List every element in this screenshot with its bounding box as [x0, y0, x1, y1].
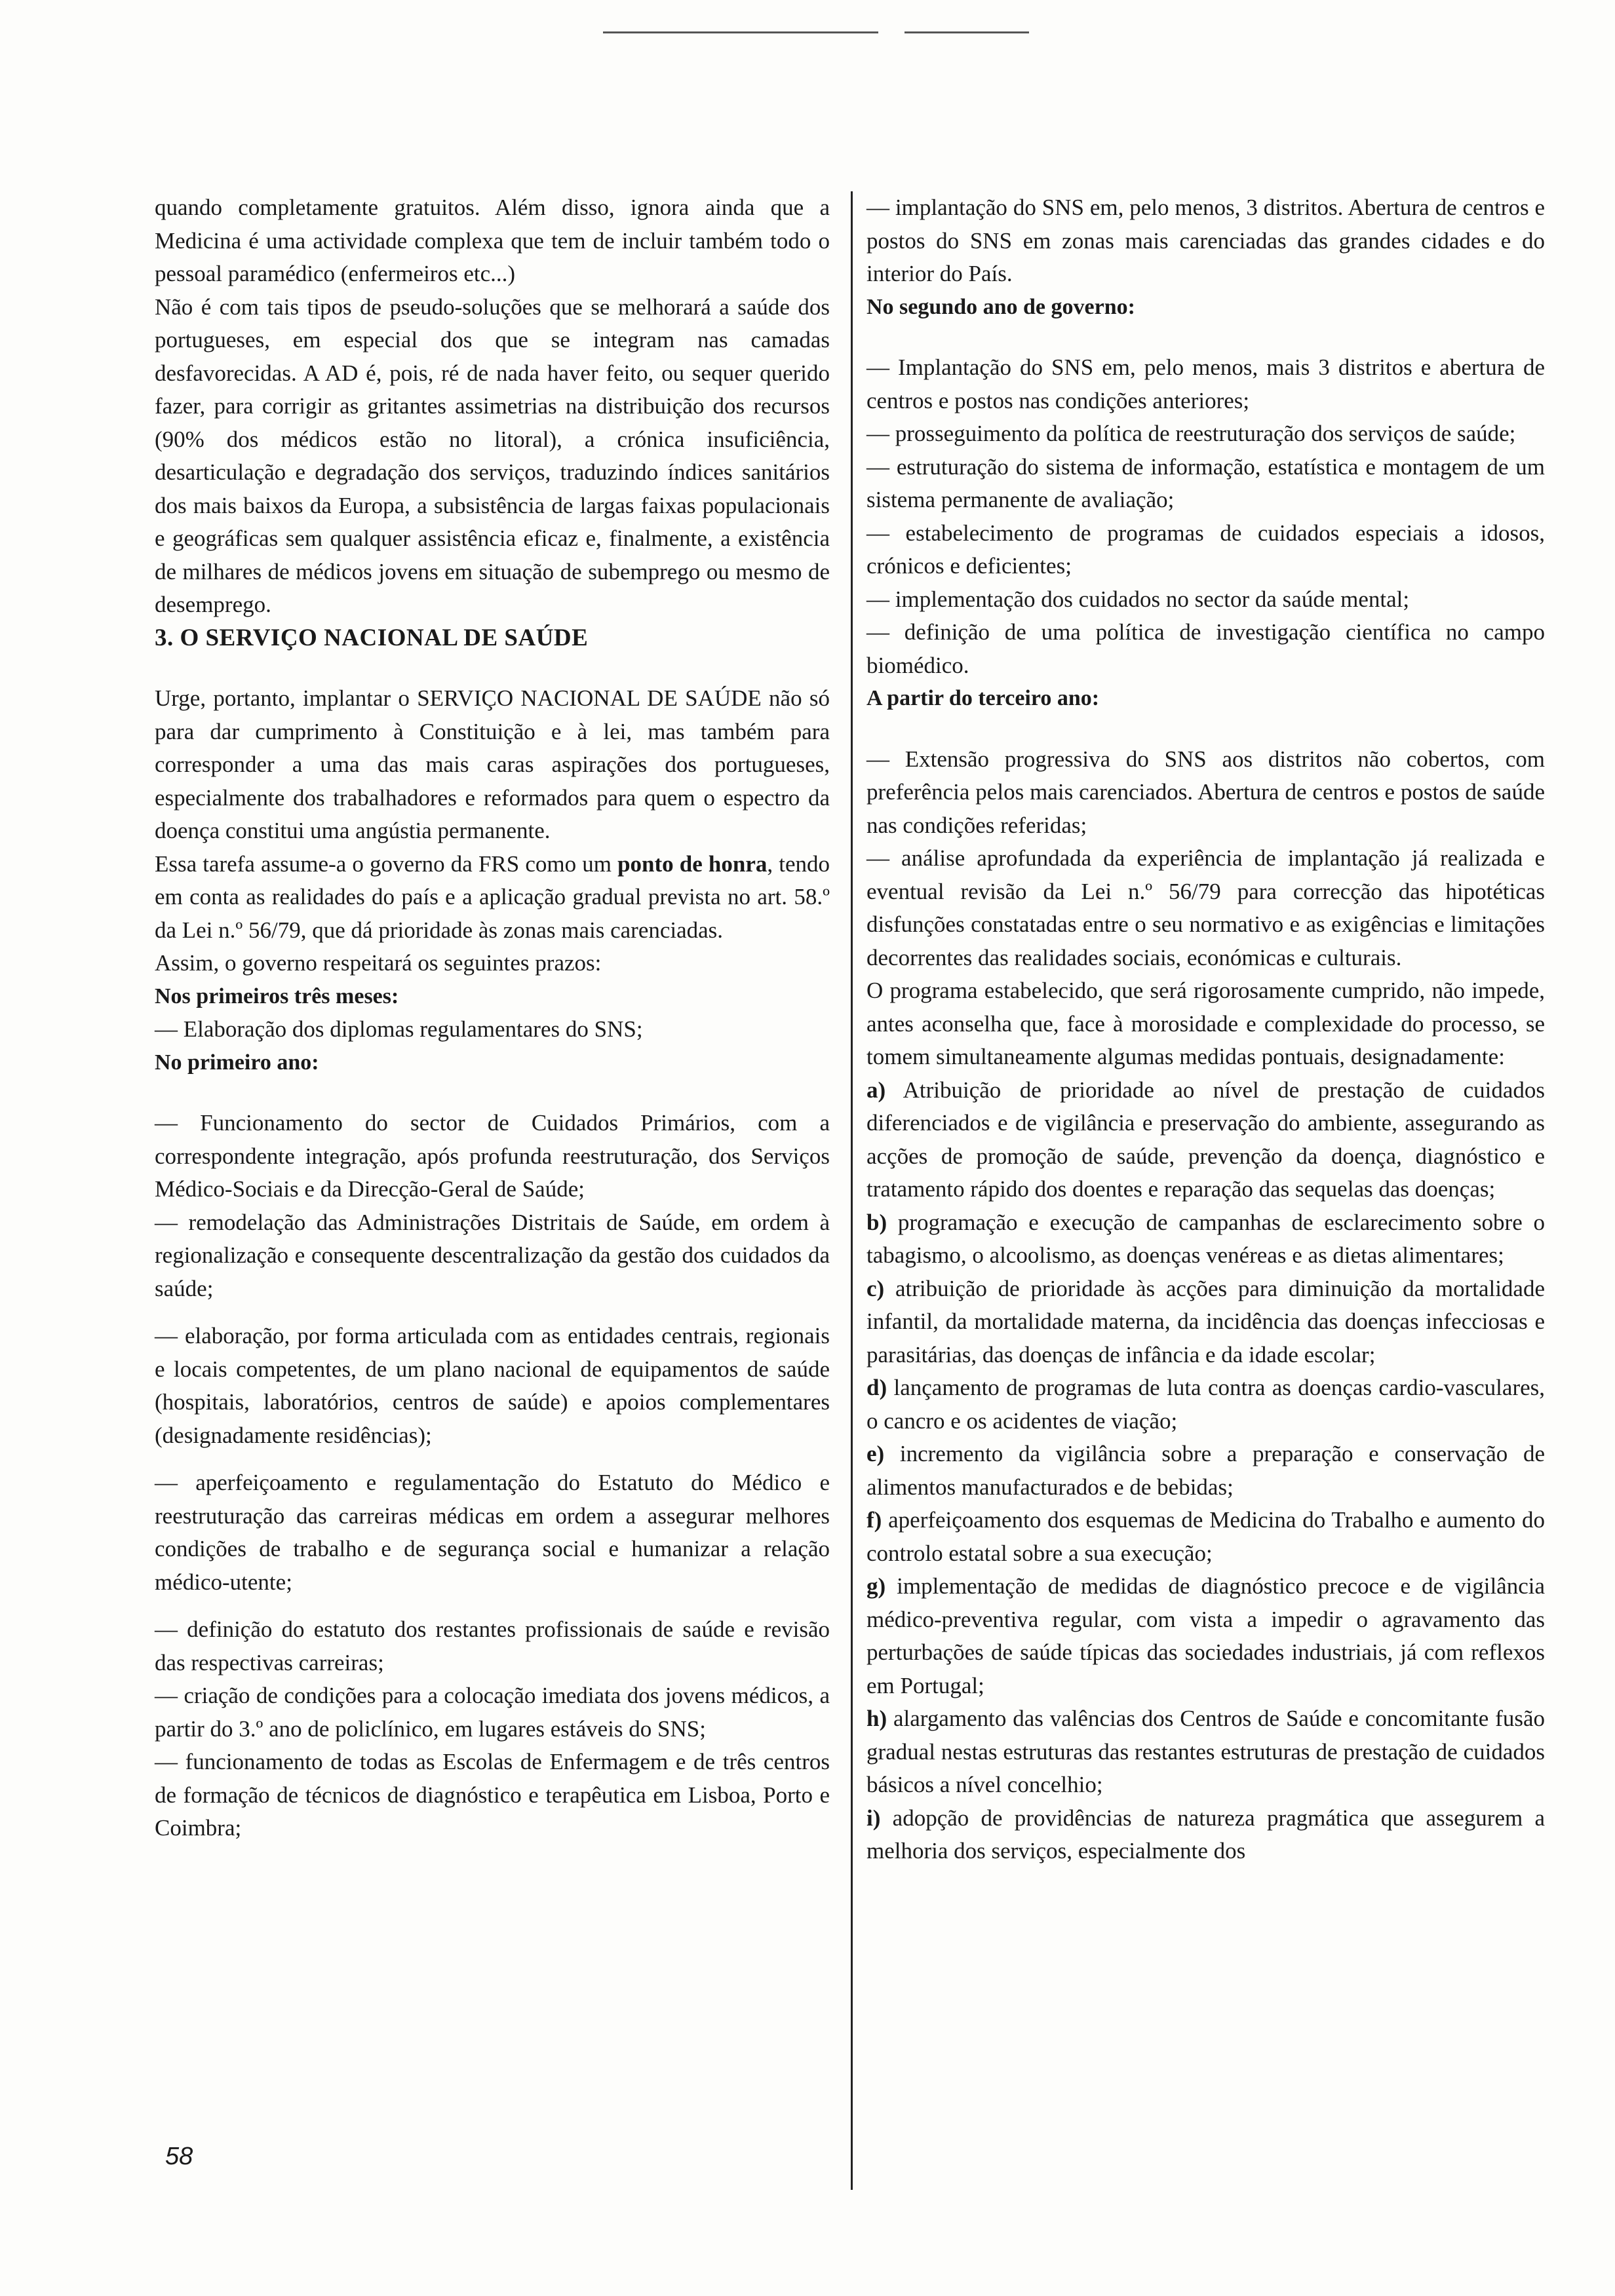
measure-item: h) alargamento das valências dos Centros de Saúde e concomitante fusão gradual nestas estruturas das restantes estruturas de prestação de cuidados básicos a nível concelhio;: [866, 1706, 1545, 1797]
measure-item: b) programação e execução de campanhas de esclarecimento sobre o tabagismo, o alcoolismo, as doenças venéreas e as dietas alimentares;: [866, 1209, 1545, 1268]
left-column: [155, 191, 830, 1845]
measure-letter: b): [866, 1209, 887, 1235]
list-item: — Implantação do SNS em, pelo menos, mais 3 distritos e abertura de centros e postos nas condições anteriores;: [866, 354, 1545, 413]
right-column: [866, 191, 1545, 1868]
heading-second-year: No segundo ano de governo:: [866, 294, 1135, 319]
measure-letter: f): [866, 1507, 882, 1533]
list-item: — implantação do SNS em, pelo menos, 3 distritos. Abertura de centros e postos do SNS em zonas mais carenciadas das grandes cidades e do interior do País.: [866, 195, 1545, 286]
measure-item: g) implementação de medidas de diagnóstico precoce e de vigilância médico-preventiva regular, com vista a impedir o agravamento das perturbações de saúde típicas das sociedades industriais, já com reflexos em Portugal;: [866, 1573, 1546, 1698]
paragraph: quando completamente gratuitos. Além disso, ignora ainda que a Medicina é uma actividade complexa que tem de incluir também todo o pessoal paramédico (enfermeiros etc...): [155, 195, 830, 286]
list-item: — Elaboração dos diplomas regulamentares do SNS;: [155, 1016, 643, 1042]
paragraph: Urge, portanto, implantar o SERVIÇO NACIONAL DE SAÚDE não só para dar cumprimento à Constituição e à lei, mas também para corresponder a uma das mais caras aspirações dos portugueses, especialmente dos trabalhadores e reformados para quem o espectro da doença constitui uma angústia permanente.: [155, 685, 830, 843]
measure-letter: c): [866, 1275, 885, 1301]
list-item: — definição de uma política de investigação científica no campo biomédico.: [866, 619, 1545, 678]
measure-letter: d): [866, 1375, 887, 1400]
measure-item: d) lançamento de programas de luta contra as doenças cardio-vasculares, o cancro e os acidentes de viação;: [866, 1375, 1546, 1434]
measure-letter: e): [866, 1441, 885, 1466]
heading-first-year: No primeiro ano:: [155, 1050, 319, 1075]
list-item: — análise aprofundada da experiência de implantação já realizada e eventual revisão da Lei n.º 56/79 para correcção das hipotéticas disfunções constatadas entre o seu normativo e as exigências e limitações decorrentes das realidades sociais, económicas e culturais.: [866, 845, 1545, 970]
list-item: — prosseguimento da política de reestruturação dos serviços de saúde;: [866, 421, 1516, 446]
paragraph: Não é com tais tipos de pseudo-soluções que se melhorará a saúde dos portugueses, em especial dos que se integram nas camadas desfavorecidas. A AD é, pois, ré de nada haver feito, ou sequer querido fazer, para corrigir as gritantes assimetrias na distribuição dos recursos (90% dos médicos estão no litoral), a crónica insuficiência, desarticulação e degradação dos serviços, traduzindo índices sanitários dos mais baixos da Europa, a subsistência de largas faixas populacionais e geográficas sem qualquer assistência eficaz e, finalmente, a existência de milhares de médicos jovens em situação de subemprego ou mesmo de desemprego.: [155, 294, 830, 617]
measure-letter: g): [866, 1573, 886, 1599]
list-item: — definição do estatuto dos restantes profissionais de saúde e revisão das respectivas carreiras;: [155, 1617, 830, 1675]
header-rule-short: [905, 31, 1029, 33]
measure-item: a) Atribuição de prioridade ao nível de prestação de cuidados diferenciados e de vigilância e preservação do ambiente, assegurando as acções de promoção de saúde, prevenção da doença, diagnóstico e tratamento rápido dos doentes e reparação das sequelas das doenças;: [866, 1077, 1545, 1202]
measure-letter: h): [866, 1706, 887, 1731]
list-item: — Extensão progressiva do SNS aos distritos não cobertos, com preferência pelos mais carenciados. Abertura de centros e postos de saúde nas condições referidas;: [866, 746, 1545, 838]
measure-item: i) adopção de providências de natureza pragmática que assegurem a melhoria dos serviços, especialmente dos: [866, 1805, 1546, 1864]
measure-letter: i): [866, 1805, 881, 1831]
list-item: — Funcionamento do sector de Cuidados Primários, com a correspondente integração, após profunda reestruturação, dos Serviços Médico-Sociais e da Direcção-Geral de Saúde;: [155, 1110, 830, 1202]
header-rule: [603, 31, 878, 33]
measure-item: c) atribuição de prioridade às acções para diminuição da mortalidade infantil, da mortalidade materna, da incidência das doenças infecciosas e parasitárias, das doenças de infância e da idade escolar;: [866, 1275, 1546, 1368]
list-item: — estabelecimento de programas de cuidados especiais a idosos, crónicos e deficientes;: [866, 520, 1545, 579]
list-item: — implementação dos cuidados no sector da saúde mental;: [866, 586, 1410, 612]
heading-third-year: A partir do terceiro ano:: [866, 686, 1100, 710]
list-item: — estruturação do sistema de informação, estatística e montagem de um sistema permanente de avaliação;: [866, 453, 1545, 512]
list-item: — elaboração, por forma articulada com as entidades centrais, regionais e locais competentes, de um plano nacional de equipamentos de saúde (hospitais, laboratórios, centros de saúde) e apoios complementares (designadamente residências);: [155, 1323, 830, 1448]
paragraph: Essa tarefa assume-a o governo da FRS como um ponto de honra, tendo em conta as realidades do país e a aplicação gradual prevista no art. 58.º da Lei n.º 56/79, que dá prioridade às zonas mais carenciadas.: [155, 851, 830, 943]
list-item: — aperfeiçoamento e regulamentação do Estatuto do Médico e reestruturação das carreiras médicas em ordem a assegurar melhores condições de trabalho e de segurança social e humanizar a relação médico-utente;: [155, 1470, 830, 1595]
column-divider: [851, 191, 853, 2190]
list-item: — funcionamento de todas as Escolas de Enfermagem e de três centros de formação de técnicos de diagnóstico e terapêutica em Lisboa, Porto e Coimbra;: [155, 1749, 830, 1841]
measure-item: e) incremento da vigilância sobre a preparação e conservação de alimentos manufacturados e de bebidas;: [866, 1441, 1545, 1500]
heading-first-months: Nos primeiros três meses:: [155, 984, 399, 1008]
section-title: 3. O SERVIÇO NACIONAL DE SAÚDE: [155, 624, 589, 651]
list-item: — remodelação das Administrações Distritais de Saúde, em ordem à regionalização e consequente descentralização da gestão dos cuidados da saúde;: [155, 1209, 830, 1301]
emphasis: ponto de honra: [617, 851, 768, 877]
page-number: 58: [165, 2143, 193, 2170]
measure-letter: a): [866, 1077, 886, 1103]
paragraph: O programa estabelecido, que será rigorosamente cumprido, não impede, antes aconselha que, face à morosidade e complexidade do processo, se tomem simultaneamente algumas medidas pontuais, designadamente:: [866, 978, 1545, 1069]
paragraph: Assim, o governo respeitará os seguintes prazos:: [155, 950, 602, 976]
measure-item: f) aperfeiçoamento dos esquemas de Medicina do Trabalho e aumento do controlo estatal sobre a sua execução;: [866, 1507, 1546, 1566]
list-item: — criação de condições para a colocação imediata dos jovens médicos, a partir do 3.º ano de policlínico, em lugares estáveis do SNS;: [155, 1683, 830, 1742]
